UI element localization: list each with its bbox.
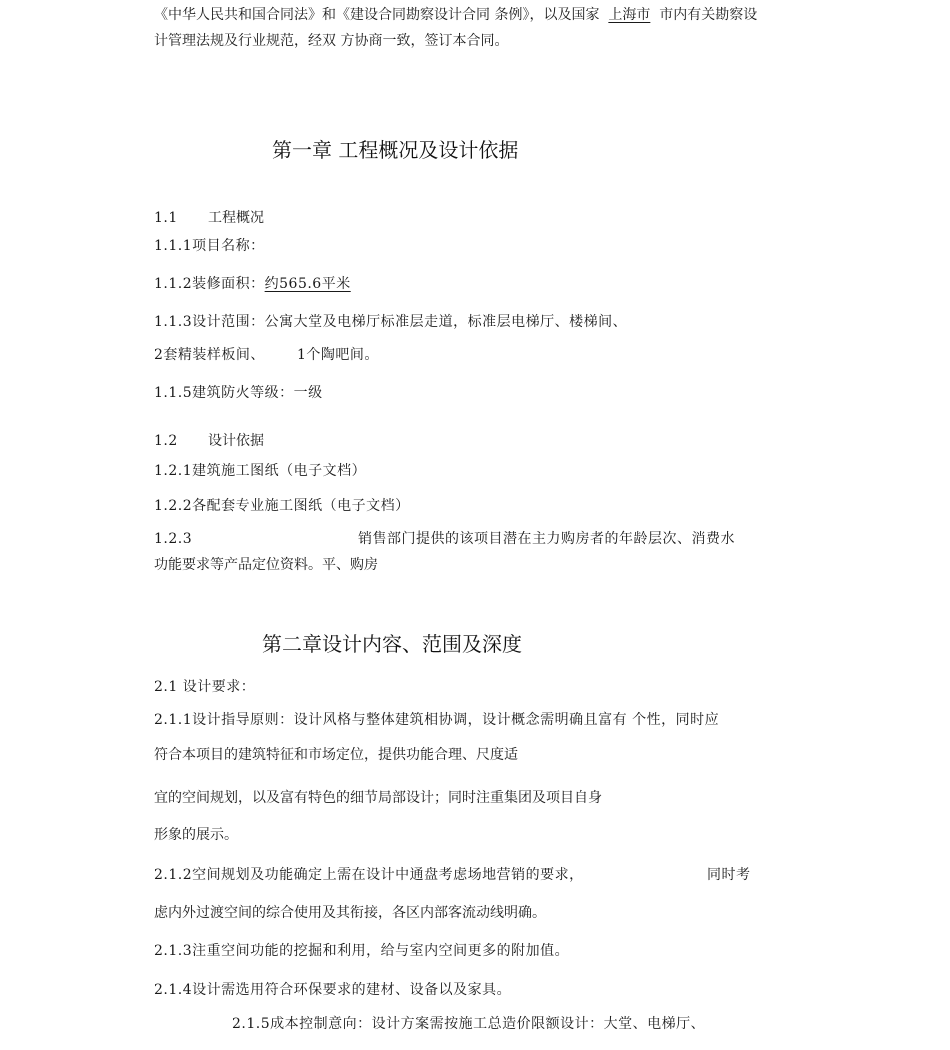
- section-1-1-heading: [154, 209, 264, 227]
- item-2-1-2-part-1: 2.1.2空间规划及功能确定上需在设计中通盘考虑场地营销的要求，: [154, 867, 584, 883]
- item-2-1-1-line-3: 宜的空间规划，以及富有特色的细节局部设计；同时注重集团及项目自身: [154, 790, 602, 806]
- item-1-1-3-part-2: 1个陶吧间。: [297, 347, 379, 363]
- item-2-1-4: 2.1.4设计需选用符合环保要求的建材、设备以及家具。: [154, 982, 512, 998]
- item-1-2-3: [154, 530, 735, 548]
- item-1-2-3-number: 1.2.3: [154, 531, 193, 547]
- item-1-1-2-label: 1.1.2装修面积：: [154, 276, 265, 292]
- item-2-1-2-part-2: 同时考: [707, 867, 751, 883]
- section-1-1-number: 1.1: [154, 210, 178, 226]
- item-2-1-1-line-4: 形象的展示。: [154, 827, 238, 843]
- chapter-2-title: 第二章设计内容、范围及深度: [262, 632, 522, 656]
- intro-line-2: 计管理法规及行业规范，经双 方协商一致，签订本合同。: [154, 33, 509, 49]
- item-2-1-2-line-2: 虑内外过渡空间的综合使用及其衔接，各区内部客流动线明确。: [154, 905, 546, 921]
- item-1-1-5: 1.1.5建筑防火等级：一级: [154, 385, 323, 401]
- item-1-1-3-part-1: 2套精装样板间、: [154, 347, 265, 363]
- item-1-1-2: [154, 275, 351, 293]
- item-1-2-3-continued: 功能要求等产品定位资料。平、购房: [154, 557, 378, 573]
- item-1-1-3: 1.1.3设计范围：公寓大堂及电梯厅标准层走道，标准层电梯厅、楼梯间、: [154, 314, 628, 330]
- item-2-1-3: 2.1.3注重空间功能的挖掘和利用，给与室内空间更多的附加值。: [154, 943, 570, 959]
- intro-line-1-end: 市内有关勘察设: [659, 7, 758, 23]
- section-1-2-title: 设计依据: [208, 433, 264, 449]
- section-1-2-number: 1.2: [154, 433, 178, 449]
- chapter-1-title: 第一章 工程概况及设计依据: [272, 138, 519, 162]
- intro-line-1-start: 《中华人民共和国合同法》和《建设合同勘察设计合同 条例》，以及国家: [154, 7, 600, 23]
- item-1-1-3-continued: [154, 346, 379, 364]
- item-1-2-1: 1.2.1建筑施工图纸（电子文档）: [154, 463, 367, 479]
- item-2-1: 2.1 设计要求：: [154, 679, 256, 695]
- section-1-2-heading: [154, 432, 264, 450]
- item-2-1-1-line-2: 符合本项目的建筑特征和市场定位，提供功能合理、尺度适: [154, 747, 518, 763]
- item-1-1-1: 1.1.1项目名称：: [154, 238, 265, 254]
- section-1-1-title: 工程概况: [208, 210, 264, 226]
- intro-line-1: [154, 6, 757, 24]
- item-1-2-3-text: 销售部门提供的该项目潜在主力购房者的年龄层次、消费水: [358, 531, 735, 547]
- item-2-1-1: 2.1.1设计指导原则：设计风格与整体建筑相协调，设计概念需明确且富有 个性，同时应: [154, 712, 720, 728]
- item-1-1-2-value: 约565.6平米: [264, 276, 351, 292]
- item-1-2-2: 1.2.2各配套专业施工图纸（电子文档）: [154, 498, 410, 514]
- item-2-1-2: [154, 866, 751, 884]
- intro-place-name: 上海市: [608, 7, 651, 23]
- item-2-1-5: 2.1.5成本控制意向：设计方案需按施工总造价限额设计：大堂、电梯厅、: [232, 1016, 706, 1032]
